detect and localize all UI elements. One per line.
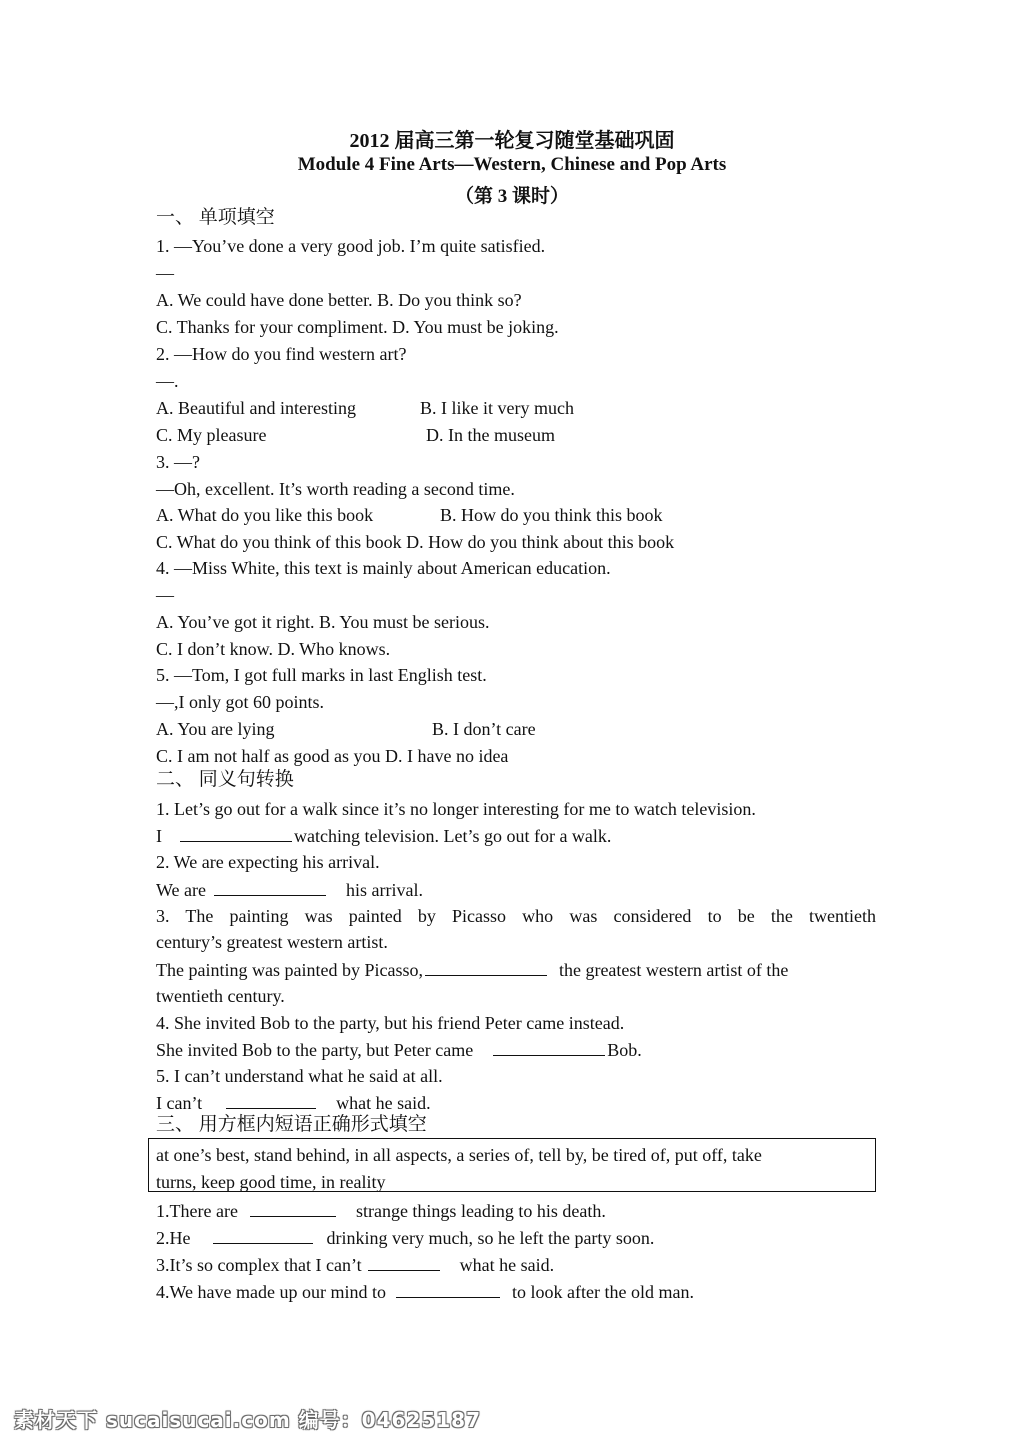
s2-q4-original: 4. She invited Bob to the party, but his friend Peter came instead. [156, 1013, 625, 1033]
worksheet-title: 2012 届高三第一轮复习随堂基础巩固 [349, 130, 675, 152]
s2-q4-pre: She invited Bob to the party, but Peter came [156, 1040, 474, 1060]
section3-heading: 三、 用方框内短语正确形式填空 [156, 1114, 427, 1135]
s1-q2-reply: —. [156, 371, 179, 391]
s2-q1-rewrite [156, 823, 876, 848]
s2-q1-post: watching television. Let’s go out for a walk. [294, 826, 612, 846]
s1-q5-option-b: B. I don’t care [432, 719, 536, 739]
s2-q3-original-line2: century’s greatest western artist. [156, 932, 388, 952]
s3-q4-post: to look after the old man. [512, 1282, 694, 1302]
s2-q3-blank[interactable] [425, 957, 547, 976]
s2-q2-blank[interactable] [214, 877, 326, 896]
s2-q2-rewrite [156, 877, 876, 902]
s3-q2-pre: 2.He [156, 1228, 191, 1248]
lesson-label: （第 3 课时） [454, 186, 569, 207]
s1-q4-option-b: B. You must be serious. [319, 612, 490, 632]
s2-q2-original: 2. We are expecting his arrival. [156, 852, 380, 872]
s3-q1-pre: 1.There are [156, 1201, 238, 1221]
s1-q2-option-c: C. My pleasure [156, 425, 267, 445]
s1-q5-option-a: A. You are lying [156, 719, 275, 739]
s1-q3-option-a: A. What do you like this book [156, 505, 374, 525]
s1-q4-option-c: C. I don’t know. [156, 639, 273, 659]
s2-q4-rewrite [156, 1037, 876, 1062]
s1-q4-option-d: D. Who knows. [277, 639, 391, 659]
s2-q5-original: 5. I can’t understand what he said at all. [156, 1066, 443, 1086]
s1-q5-stem: 5. —Tom, I got full marks in last English test. [156, 665, 487, 685]
s1-q2-option-a: A. Beautiful and interesting [156, 398, 356, 418]
s2-q5-post: what he said. [336, 1093, 431, 1113]
s3-q4 [156, 1279, 876, 1304]
s1-q1-stem: 1. —You’ve done a very good job. I’m quite satisfied. [156, 236, 546, 256]
s1-q2-stem: 2. —How do you find western art? [156, 344, 407, 364]
s1-q5-options-ab [156, 717, 876, 741]
s2-q4-post: Bob. [607, 1040, 642, 1060]
s2-q3-original-line1: 3. The painting was painted by Picasso who was considered to be the twentieth [156, 906, 876, 926]
s1-q5-option-c: C. I am not half as good as you [156, 746, 381, 766]
s3-q3-post: what he said. [459, 1255, 555, 1275]
phrase-box-line1: at one’s best, stand behind, in all aspects, a series of, tell by, be tired of, put off, take [156, 1145, 762, 1165]
s2-q1-original: 1. Let’s go out for a walk since it’s no longer interesting for me to watch television. [156, 799, 756, 819]
s3-q1-post: strange things leading to his death. [355, 1201, 606, 1221]
s3-q1-blank[interactable] [250, 1198, 336, 1217]
s1-q1-options-cd [156, 315, 876, 339]
s1-q3-options-ab [156, 503, 876, 527]
s1-q2-option-d: D. In the museum [426, 425, 555, 445]
s3-q3-blank[interactable] [368, 1252, 440, 1271]
s1-q2-options-cd [156, 423, 876, 447]
module-subtitle: Module 4 Fine Arts—Western, Chinese and Pop Arts [297, 154, 727, 175]
s2-q1-pre: I [156, 826, 162, 846]
s1-q4-stem: 4. —Miss White, this text is mainly about American education. [156, 558, 611, 578]
s1-q5-option-d: D. I have no idea [384, 746, 509, 766]
s2-q4-blank[interactable] [493, 1037, 605, 1056]
s1-q5-reply: —,I only got 60 points. [156, 692, 325, 712]
s2-q5-pre: I can’t [156, 1093, 203, 1113]
s1-q4-options-cd [156, 637, 876, 661]
s3-q2 [156, 1225, 876, 1250]
s2-q5-rewrite [156, 1090, 876, 1115]
s3-q2-post: drinking very much, so he left the party soon. [326, 1228, 655, 1248]
section2-heading: 二、 同义句转换 [156, 769, 294, 790]
watermark-text: 素材天下 sucaisucai.com 编号：04625187 [14, 1408, 481, 1432]
s1-q1-option-b: B. Do you think so? [377, 290, 522, 310]
s2-q3-pre: The painting was painted by Picasso, [156, 960, 423, 980]
s1-q1-option-a: A. We could have done better. [156, 290, 373, 310]
s1-q4-options-ab [156, 610, 876, 634]
s1-q1-options-ab [156, 288, 876, 312]
section1-heading: 一、 单项填空 [156, 207, 275, 228]
s1-q1-option-d: D. You must be joking. [392, 317, 559, 337]
s1-q5-options-cd [156, 744, 876, 768]
s1-q2-options-ab [156, 396, 876, 420]
phrase-box-line2: turns, keep good time, in reality [156, 1172, 386, 1192]
s3-q4-blank[interactable] [396, 1279, 500, 1298]
s2-q1-blank[interactable] [180, 823, 292, 842]
s1-q4-option-a: A. You’ve got it right. [156, 612, 315, 632]
s2-q3-post: the greatest western artist of the [558, 960, 789, 980]
s1-q1-reply: — [156, 263, 174, 283]
s1-q1-option-c: C. Thanks for your compliment. [156, 317, 388, 337]
s1-q3-option-d: D. How do you think about this book [406, 532, 675, 552]
s2-q3-rewrite-cont: twentieth century. [156, 986, 285, 1006]
s1-q3-stem: 3. —? [156, 452, 200, 472]
s2-q3-rewrite [156, 957, 876, 982]
s3-q2-blank[interactable] [213, 1225, 313, 1244]
s1-q3-reply: —Oh, excellent. It’s worth reading a second time. [156, 479, 515, 499]
s3-q4-pre: 4.We have made up our mind to [156, 1282, 386, 1302]
s3-q3-pre: 3.It’s so complex that I can’t [156, 1255, 362, 1275]
s1-q4-reply: — [156, 585, 174, 605]
s3-q3 [156, 1252, 876, 1277]
s2-q2-pre: We are [156, 880, 207, 900]
s1-q3-option-c: C. What do you think of this book [156, 532, 402, 552]
s3-q1 [156, 1198, 876, 1223]
s1-q3-options-cd [156, 530, 876, 554]
s1-q2-option-b: B. I like it very much [420, 398, 574, 418]
s2-q5-blank[interactable] [226, 1090, 316, 1109]
s2-q2-post: his arrival. [346, 880, 423, 900]
s1-q3-option-b: B. How do you think this book [440, 505, 663, 525]
